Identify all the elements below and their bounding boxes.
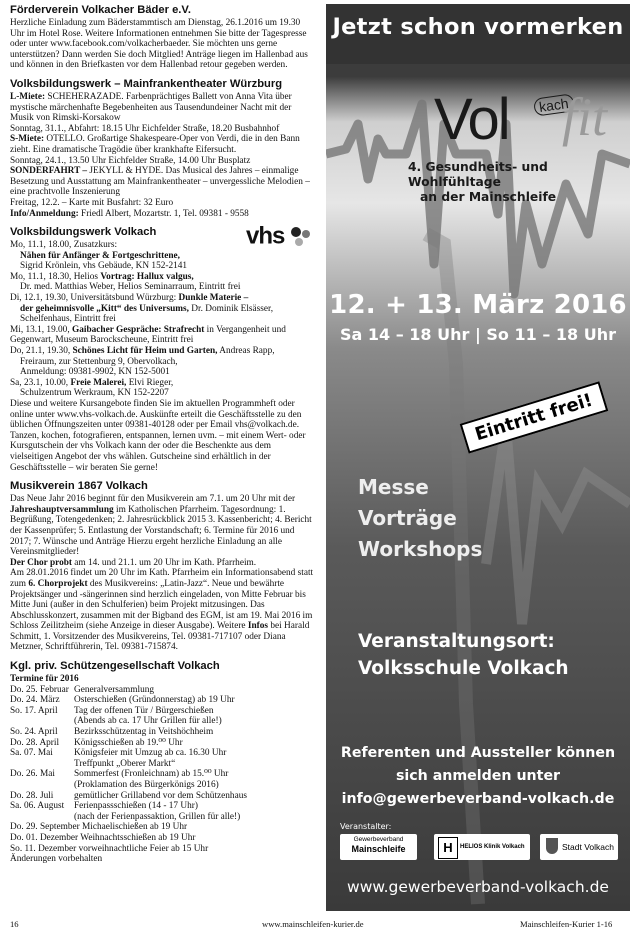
termine-line: So. 11. Dezember vorweihnachtliche Feier ab 15 Uhr	[10, 843, 209, 854]
logo-vol: Vol	[434, 87, 509, 152]
paragraph: Der Chor probt am 14. und 21.1. um 20 Uhr im Kath. Pfarrheim.	[10, 557, 257, 568]
termine-row	[10, 727, 247, 738]
termine-date: Do. 25. Februar	[10, 684, 69, 695]
paragraph: Das Neue Jahr 2016 beginnt für den Musikverein am 7.1. um 20 Uhr mit der Jahreshauptversammlung im Katholischen Pfarrheim. Tagesordnung: 1. Begrüßung, Totengedenken; 2. Jahresrückblick 2015 3. Kassenbericht; 4. Bericht der Kassenprüfer; 5. Entlastung der Vorstandschaft; 6. Termine für 2016 und 2017; 7. Wünsche und Anträge Hierzu ergeht herzliche Einladung an alle Vereinsmitglieder!	[10, 494, 312, 558]
termine-text: Osterschießen (Gründonnerstag) ab 19 Uhr	[74, 695, 235, 706]
termine-text: Generalversammlung	[74, 684, 155, 695]
termine-date: So. 17. April	[10, 705, 58, 716]
section-title: Volksbildungswerk – Mainfrankentheater Würzburg	[10, 77, 283, 90]
paragraph: SONDERFAHRT – JEKYLL & HYDE. Das Musical des Jahres – einmalige Besetzung und Ausstattung am Mainfrankentheater – unvergessliche Melodien – eine prachtvolle Inszenierung	[10, 166, 310, 198]
paragraph: Nähen für Anfänger & Fortgeschrittene,	[20, 250, 181, 261]
termine-line: Do. 01. Dezember Weihnachtsschießen ab 19 Uhr	[10, 832, 196, 843]
termine-text: Bezirksschützentag in Veitshöchheim	[74, 727, 214, 738]
section-volksbildungswerk-theater	[10, 78, 316, 219]
gewerbeverband-logo: Gewerbeverband Mainschleife	[340, 834, 417, 860]
paragraph: Freitag, 12.2. – Karte mit Busfahrt: 32 Euro	[10, 197, 174, 208]
termine-date: Do. 28. Juli	[10, 790, 54, 801]
termine-text: Ferienpassschießen (14 - 17 Uhr)	[74, 801, 198, 812]
termine-date: Sa. 07. Mai	[10, 748, 53, 759]
termine-tail	[10, 822, 316, 864]
termine-date: Do. 28. April	[10, 737, 60, 748]
paragraph: Info/Anmeldung: Friedl Albert, Mozartstr. 1, Tel. 09381 - 9558	[10, 208, 249, 219]
section-musikverein	[10, 480, 316, 653]
section-title: Musikverein 1867 Volkach	[10, 480, 148, 493]
logo-kach: kach	[533, 93, 575, 116]
termine-row	[10, 769, 247, 780]
section-title: Volksbildungswerk Volkach	[10, 226, 157, 239]
termine-row	[10, 716, 247, 727]
paragraph: Tanzen, kochen, fotografieren, entspannen, lernen uvm. – mit einem Wert- oder Kursgutschein der vhs Volkach kann der oder die Beschenkte aus dem vielseitigen Angebot der vhs wählen. Gutscheine sind erhältlich in der Geschäftsstelle – wir beraten Sie gerne!	[10, 430, 306, 473]
organizer-label: Veranstalter:	[340, 822, 392, 831]
paragraph: Sonntag, 24.1., 13.50 Uhr Eichfelder Straße, 14.00 Uhr Busplatz	[10, 155, 251, 166]
termine-date	[10, 759, 74, 770]
section-schuetzengesellschaft	[10, 660, 316, 865]
section-title: Förderverein Volkacher Bäder e.V.	[10, 4, 191, 16]
advertisement-vollfit	[326, 4, 630, 911]
paragraph: Di, 12.1, 19.30, Universitätsbund Würzburg: Dunkle Materie –	[10, 293, 249, 304]
termine-table	[10, 685, 247, 823]
termine-row	[10, 706, 247, 717]
termine-row	[10, 780, 247, 791]
ad-subtitle: 4. Gesundheits- und Wohlfühltage an der Mainschleife	[408, 160, 557, 204]
left-column	[10, 4, 316, 872]
vhs-logo: vhs	[246, 226, 312, 248]
termine-date: Sa. 06. August	[10, 801, 65, 812]
venue: Veranstaltungsort: Volksschule Volkach	[358, 631, 569, 679]
termine-date: Do. 26. Mai	[10, 769, 55, 780]
paragraph: Diese und weitere Kursangebote finden Sie im aktuellen Programmheft oder online unter www.vhs-volkach.de. Auskünfte erteilt die Geschäftsstelle zu den üblichen Öffnungszeiten unter 09381-40128 oder per Email vhs@volkach.de.	[10, 399, 302, 431]
paragraph: Mo, 11.1, 18.00, Zusatzkurs:	[10, 240, 118, 251]
paragraph: Dr. med. Matthias Weber, Helios Seminarraum, Eintritt frei	[20, 282, 241, 293]
event-time: Sa 14 – 18 Uhr | So 11 – 18 Uhr	[340, 325, 616, 344]
stadt-volkach-logo: Stadt Volkach	[540, 834, 618, 860]
termine-row	[10, 695, 247, 706]
email-link[interactable]: info@gewerbeverband-volkach.de	[341, 791, 615, 807]
section-title: Kgl. priv. Schützengesellschaft Volkach	[10, 660, 220, 673]
termine-date	[10, 812, 74, 823]
crest-icon	[546, 838, 558, 854]
termine-text: Treffpunkt „Oberer Markt“	[74, 758, 176, 769]
website-link[interactable]: www.gewerbeverband-volkach.de	[347, 878, 609, 896]
termine-row	[10, 759, 247, 770]
paragraph: Mo, 11.1, 18.30, Helios Vortrag: Hallux valgus,	[10, 271, 194, 282]
page-number: 16	[10, 919, 19, 929]
termine-row	[10, 748, 247, 759]
termine-row	[10, 738, 247, 749]
termine-row	[10, 812, 247, 823]
termine-line: Änderungen vorbehalten	[10, 854, 103, 865]
section-vhs-volkach	[10, 222, 316, 473]
paragraph: Sonntag, 31.1., Abfahrt: 18.15 Uhr Eichfelder Straße, 18.20 Busbahnhof	[10, 123, 280, 134]
termine-text: Sommerfest (Fronleichnam) ab 15.⁰⁰ Uhr	[74, 769, 229, 780]
registration-info: Referenten und Aussteller können sich anmelden unter info@gewerbeverband-volkach.de	[326, 742, 630, 811]
paragraph: Herzliche Einladung zum Bäderstammtisch am Dienstag, 26.1.2016 um 19.30 Uhr im Hotel Rose. Weitere Informationen entnehmen Sie bitte der Tagespresse oder unter www.facebook.com/volkacherbaeder. Sie möchten uns gerne unterstützen? Dann werden Sie doch Mitglied! Anträge liegen im Hallenbad aus und können in den Briefkasten vor dem Hallenbad retour gegeben werden.	[10, 18, 308, 71]
vhs-dots-icon	[290, 226, 312, 248]
termine-text: gemütlicher Grillabend vor dem Schützenhaus	[74, 790, 247, 801]
section-foerderverein	[10, 4, 316, 71]
termine-date: So. 24. April	[10, 727, 58, 738]
paragraph: Sigrid Krönlein, vhs Gebäude, KN 152-2141	[20, 261, 188, 272]
termine-row	[10, 801, 247, 812]
paragraph: Freiraum, zur Stettenburg 9, Obervolkach,	[20, 356, 178, 367]
subtitle: Termine für 2016	[10, 674, 79, 685]
logo-fit: fit	[562, 87, 608, 147]
paragraph: L-Miete: SCHEHERAZADE. Farbenprächtiges Ballett von Anna Vita über mystische märchenhafte Begebenheiten aus Tausendundeiner Nacht mit der Musik von Rimski-Korsakow	[10, 91, 292, 124]
termine-text: (nach der Ferienpassaktion, Grillen für alle!)	[74, 811, 241, 822]
termine-text: (Proklamation des Bürgerkönigs 2016)	[74, 780, 219, 790]
ad-headline: Jetzt schon vormerken	[332, 14, 624, 40]
footer-issue: Mainschleifen-Kurier 1-16	[520, 919, 613, 929]
termine-text: Königsfeier mit Umzug ab ca. 16.30 Uhr	[74, 748, 227, 759]
termine-text: Königsschießen ab 19.⁰⁰ Uhr	[74, 737, 183, 748]
event-date: 12. + 13. März 2016	[329, 290, 627, 320]
sponsor-logos	[340, 834, 618, 862]
termine-text: Tag der offenen Tür / Bürgerschießen	[74, 705, 214, 716]
termine-date	[10, 716, 74, 727]
termine-line: Do. 29. September Michaelischießen ab 19 Uhr	[10, 822, 188, 833]
footer-site: www.mainschleifen-kurier.de	[262, 919, 364, 929]
paragraph: Am 28.01.2016 findet um 20 Uhr im Kath. Pfarrheim ein Informationsabend statt zum 6. Chorprojekt des Musikvereins: „Latin-Jazz“. Neue und bewährte Projektsänger und -sängerinnen sind herzlich eingeladen, von Mitte Februar bis Mitte Juni (außer in den Schulferien) beim Projekt mitzusingen. Das Abschlusskonzert, zusammen mit der Bigband des EGM, ist am 19. Mai 2016 im Schloss Zeilitzheim (siehe Anzeige in dieser Ausgabe). Weitere Infos bei Harald Schmitt, 1. Vorsitzender des Musikvereins, Tel. 09381-717107 oder Diana Metzner, Schriftführerin, Tel. 09381-715874.	[10, 568, 314, 653]
paragraph: Do, 21.1, 19.30, Schönes Licht für Heim und Garten, Andreas Rapp,	[10, 346, 275, 357]
termine-text: (Abends ab ca. 17 Uhr Grillen für alle!)	[74, 716, 222, 727]
termine-date	[10, 780, 74, 791]
paragraph: Mi, 13.1, 19.00, Gaibacher Gespräche: Strafrecht in Vergangenheit und Gegenwart, Museum Barockscheune, Eintritt frei	[10, 324, 286, 346]
paragraph: Anmeldung: 09381-9902, KN 152-5001	[20, 367, 170, 378]
paragraph: der geheimnisvolle „Kitt“ des Universums, Dr. Dominik Elsässer, Schelfenhaus, Eintritt frei	[20, 303, 274, 325]
termine-row	[10, 791, 247, 802]
program-list: Messe Vorträge Workshops	[358, 475, 483, 561]
helios-h-icon: H	[438, 837, 458, 859]
helios-logo: H HELIOS Klinik Volkach	[434, 834, 530, 860]
eintritt-frei-badge: Eintritt frei!	[460, 381, 608, 453]
paragraph: S-Miete: OTELLO. Großartige Shakespeare-Oper von Verdi, die in den Bann zieht. Eine dramatische Tragödie über krankhafte Eifersucht.	[10, 134, 300, 155]
paragraph: Sa, 23.1, 10.00, Freie Malerei, Elvi Rieger,	[10, 377, 174, 388]
termine-row	[10, 685, 247, 696]
paragraph: Schulzentrum Werkraum, KN 152-2207	[20, 388, 169, 399]
termine-date: Do. 24. März	[10, 695, 60, 706]
